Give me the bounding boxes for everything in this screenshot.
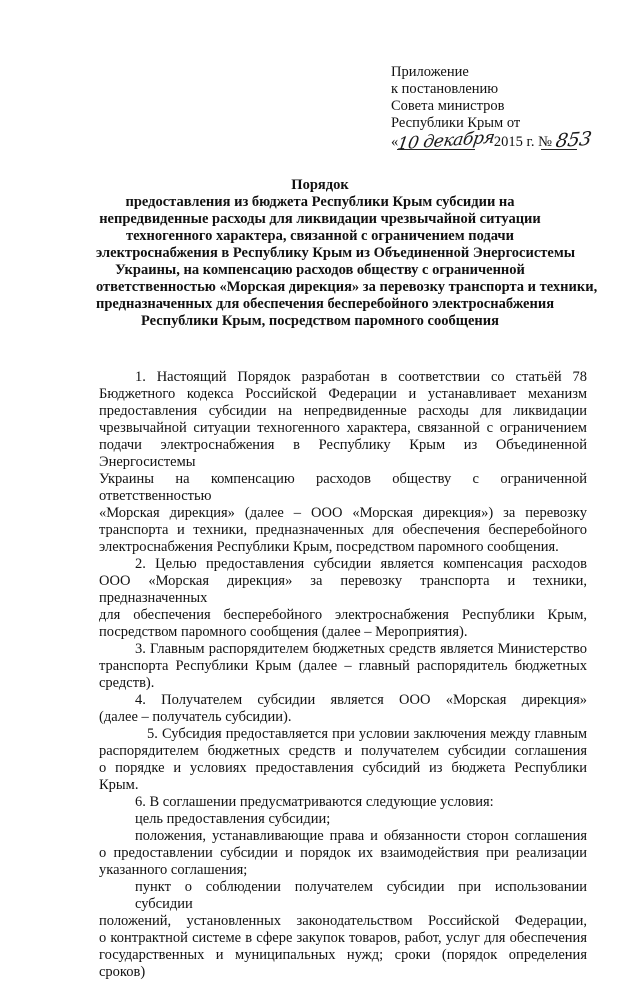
body-line: 4. Получателем субсидии является ООО «Морская дирекция» (135, 692, 587, 708)
body-line: транспорта и техники, предназначенных для обеспечения бесперебойного (99, 522, 587, 538)
title-line: электроснабжения в Республику Крым из Объединенной Энергосистемы (96, 245, 576, 261)
body-line: чрезвычайной ситуации техногенного характера, связанной с ограничением (99, 420, 587, 436)
body-line: подачи электроснабжения в Республику Крым из Объединенной Энергосистемы (99, 437, 587, 470)
year-text: 2015 г. № (493, 134, 552, 150)
title-line: предоставления из бюджета Республики Крым субсидии на (125, 194, 515, 210)
body-line: предоставления субсидии на непредвиденные расходы для ликвидации (99, 403, 587, 419)
title-line: Республики Крым, посредством паромного сообщения (141, 313, 499, 329)
body-line: для обеспечения бесперебойного электроснабжения Республики Крым, (99, 607, 587, 623)
appendix-line-1: Приложение (391, 64, 469, 80)
body-line: положения, устанавливающие права и обязанности сторон соглашения (135, 828, 587, 844)
body-line: транспорта Республики Крым (далее – главный распорядитель бюджетных (99, 658, 587, 674)
document-title (96, 177, 598, 330)
body-line: средств). (99, 675, 155, 691)
body-line: 3. Главным распорядителем бюджетных средств является Министерство (135, 641, 587, 657)
body-line: 1. Настоящий Порядок разработан в соответствии со статьёй 78 (135, 369, 587, 385)
appendix-block (391, 64, 621, 155)
body-line: Бюджетного кодекса Российской Федерации и устанавливает механизм (99, 386, 587, 402)
body-line: посредством паромного сообщения (далее – Мероприятия). (99, 624, 468, 640)
body-line: о предоставлении субсидии и порядок их взаимодействия при реализации (99, 845, 587, 861)
body-line: электроснабжения Республики Крым, посредством паромного сообщения. (99, 539, 559, 555)
body-line: цель предоставления субсидии; (135, 811, 331, 827)
body-line: 2. Целью предоставления субсидии является компенсация расходов (135, 556, 587, 572)
document-body (99, 369, 587, 981)
body-line: Украины на компенсацию расходов обществу с ограниченной ответственностью (99, 471, 587, 504)
title-line: Порядок (291, 177, 349, 193)
appendix-date-line (391, 127, 621, 155)
body-line: «Морская дирекция» (далее – ООО «Морская дирекция») за перевозку (99, 505, 587, 521)
body-line: о порядке и условиях предоставления субсидий из бюджета Республики Крым. (99, 760, 587, 793)
body-line: 6. В соглашении предусматриваются следующие условия: (135, 794, 494, 810)
body-line: распорядителем бюджетных средств и получателем субсидии соглашения (99, 743, 587, 759)
body-line: ООО «Морская дирекция» за перевозку транспорта и техники, предназначенных (99, 573, 587, 606)
appendix-line-3: Совета министров (391, 98, 505, 114)
body-line: пункт о соблюдении получателем субсидии при использовании субсидии (135, 879, 587, 912)
body-line: указанного соглашения; (99, 862, 248, 878)
appendix-line-4: Республики Крым от (391, 115, 521, 131)
title-line: непредвиденные расходы для ликвидации чрезвычайной ситуации (99, 211, 541, 227)
handwritten-date: 10 декабря (396, 127, 497, 155)
title-line: предназначенных для обеспечения бесперебойного электроснабжения (96, 296, 555, 312)
date-open-quote: « (391, 134, 399, 150)
body-line: государственных и муниципальных нужд; сроки (порядок определения сроков) (99, 947, 587, 980)
title-line: ответственностью «Морская дирекция» за перевозку транспорта и техники, (96, 279, 598, 295)
body-line: положений, установленных законодательством Российской Федерации, (99, 913, 587, 929)
body-line: (далее – получатель субсидии). (99, 709, 292, 725)
number-underline (541, 149, 577, 150)
title-line: Украины, на компенсацию расходов обществу с ограниченной (115, 262, 525, 278)
body-line: о контрактной системе в сфере закупок товаров, работ, услуг для обеспечения (99, 930, 587, 946)
appendix-line-2: к постановлению (391, 81, 499, 97)
body-line: 5. Субсидия предоставляется при условии заключения между главным (147, 726, 587, 742)
title-line: техногенного характера, связанной с ограничением подачи (126, 228, 514, 244)
date-underline (397, 149, 475, 150)
handwritten-number: 853 (554, 127, 593, 153)
